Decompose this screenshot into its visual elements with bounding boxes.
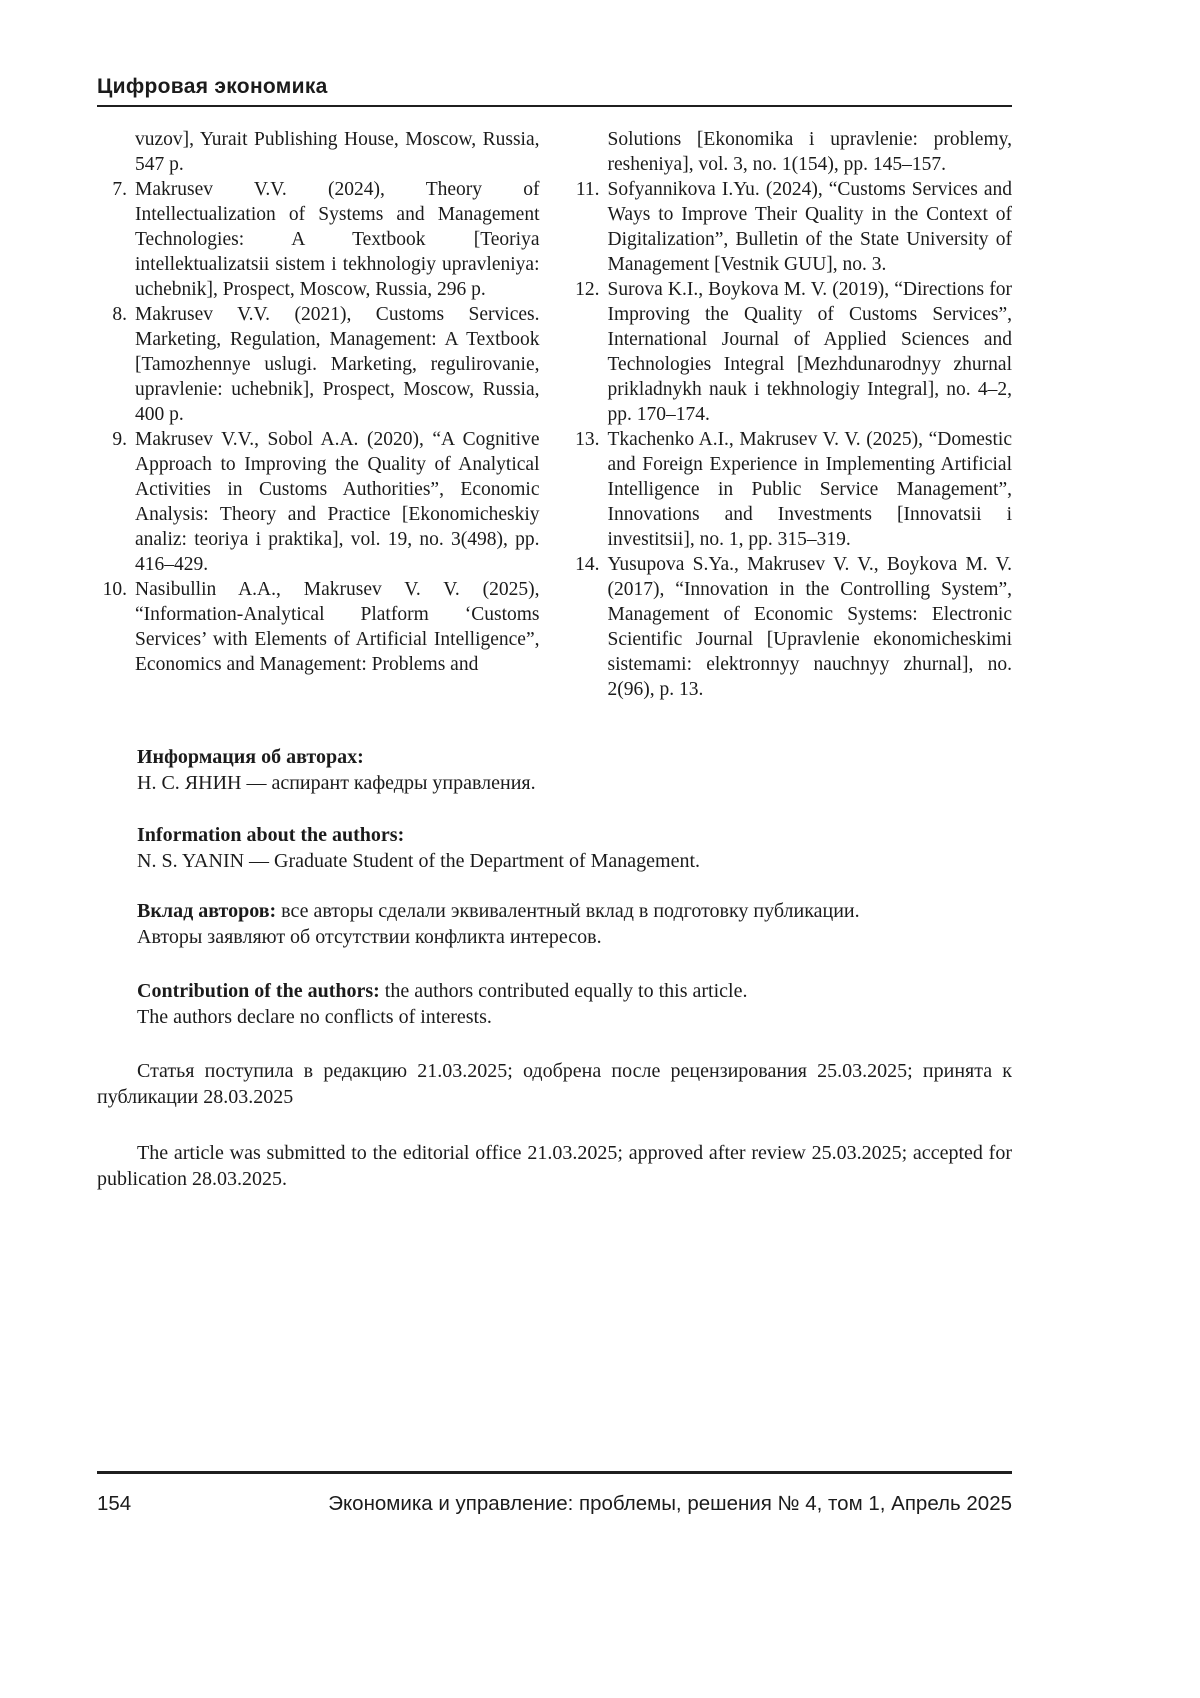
reference-number: 13. bbox=[575, 429, 600, 450]
authors-info-ru-text: Н. С. ЯНИН — аспирант кафедры управления. bbox=[137, 772, 536, 794]
reference-item bbox=[97, 302, 540, 427]
contribution-en-line2: The authors declare no conflicts of interests. bbox=[137, 1006, 492, 1028]
reference-text: vuzov], Yurait Publishing House, Moscow, Russia, 547 p. bbox=[135, 129, 540, 175]
contribution-ru-heading: Вклад авторов: bbox=[137, 900, 277, 922]
reference-item bbox=[570, 427, 1013, 552]
contribution-ru-line2: Авторы заявляют об отсутствии конфликта интересов. bbox=[137, 926, 602, 948]
authors-info-en-heading: Information about the authors: bbox=[137, 824, 405, 846]
authors-info-ru-heading: Информация об авторах: bbox=[137, 746, 364, 768]
contribution-ru-text: все авторы сделали эквивалентный вклад в подготовку публикации. bbox=[276, 900, 860, 922]
page-footer bbox=[97, 1471, 1012, 1516]
contribution-ru bbox=[97, 898, 1012, 950]
reference-item bbox=[97, 577, 540, 677]
authors-info-en bbox=[97, 822, 1012, 874]
reference-item bbox=[570, 552, 1013, 702]
page-content bbox=[97, 0, 1012, 1192]
footer-rule bbox=[97, 1471, 1012, 1474]
reference-text: Solutions [Ekonomika i upravlenie: problemy, resheniya], vol. 3, no. 1(154), pp. 145–157. bbox=[607, 129, 1012, 175]
reference-item bbox=[97, 127, 540, 177]
submission-dates-en: The article was submitted to the editorial office 21.03.2025; approved after review 25.03.2025; accepted for publication 28.03.2025. bbox=[97, 1142, 1012, 1190]
reference-number: 12. bbox=[575, 279, 600, 300]
journal-line: Экономика и управление: проблемы, решения № 4, том 1, Апрель 2025 bbox=[328, 1492, 1012, 1515]
reference-number: 7. bbox=[112, 179, 127, 200]
reference-text: Sofyannikova I.Yu. (2024), “Customs Services and Ways to Improve Their Quality in the Context of Digitalization”, Bulletin of the State University of Management [Vestnik GUU], no. 3. bbox=[607, 179, 1012, 275]
page-number: 154 bbox=[97, 1492, 132, 1515]
reference-item bbox=[570, 177, 1013, 277]
reference-text: Surova K.I., Boykova M. V. (2019), “Directions for Improving the Quality of Customs Services”, International Journal of Applied Sciences and Technologies Integral [Mezhdunarodnyy zhurnal prikladnykh nauk i tekhnologiy Integral], no. 4–2, pp. 170–174. bbox=[607, 279, 1012, 425]
contribution-en-text: the authors contributed equally to this article. bbox=[379, 980, 748, 1002]
reference-item bbox=[570, 127, 1013, 177]
references-section bbox=[97, 127, 1012, 702]
references-right-column bbox=[570, 127, 1013, 702]
reference-item bbox=[97, 427, 540, 577]
header-rule bbox=[97, 105, 1012, 107]
contribution-en-heading: Contribution of the authors: bbox=[137, 980, 380, 1002]
reference-text: Nasibullin A.A., Makrusev V. V. (2025), “Information-Analytical Platform ‘Customs Services’ with Elements of Artificial Intelligence”, Economics and Management: Problems and bbox=[135, 579, 540, 675]
reference-text: Makrusev V.V., Sobol A.A. (2020), “A Cognitive Approach to Improving the Quality of Analytical Activities in Customs Authorities”, Economic Analysis: Theory and Practice [Ekonomicheskiy analiz: teoriya i praktika], vol. 19, no. 3(498), pp. 416–429. bbox=[135, 429, 540, 575]
reference-number: 10. bbox=[102, 579, 127, 600]
running-head: Цифровая экономика bbox=[97, 75, 328, 98]
reference-text: Tkachenko A.I., Makrusev V. V. (2025), “Domestic and Foreign Experience in Implementing Artificial Intelligence in Public Service Management”, Innovations and Investments [Innovatsii i investitsii], no. 1, pp. 315–319. bbox=[607, 429, 1012, 550]
reference-text: Yusupova S.Ya., Makrusev V. V., Boykova M. V. (2017), “Innovation in the Controlling System”, Management of Economic Systems: Electronic Scientific Journal [Upravlenie ekonomicheskimi sistemami: elektronnyy nauchnyy zhurnal], no. 2(96), p. 13. bbox=[607, 554, 1012, 700]
references-left-column bbox=[97, 127, 540, 702]
reference-item bbox=[570, 277, 1013, 427]
reference-text: Makrusev V.V. (2021), Customs Services. Marketing, Regulation, Management: A Textbook [Tamozhennye uslugi. Marketing, regulirovanie, upravlenie: uchebnik], Prospect, Moscow, Russia, 400 p. bbox=[135, 304, 540, 425]
reference-number: 8. bbox=[112, 304, 127, 325]
authors-info-en-text: N. S. YANIN — Graduate Student of the Department of Management. bbox=[137, 850, 701, 872]
contribution-en bbox=[97, 978, 1012, 1030]
reference-text: Makrusev V.V. (2024), Theory of Intellectualization of Systems and Management Technologies: A Textbook [Teoriya intellektualizatsii sistem i tekhnologiy upravleniya: uchebnik], Prospect, Moscow, Russia, 296 p. bbox=[135, 179, 540, 300]
reference-item bbox=[97, 177, 540, 302]
reference-number: 9. bbox=[112, 429, 127, 450]
reference-number: 11. bbox=[575, 179, 600, 200]
reference-number: 14. bbox=[575, 554, 600, 575]
submission-dates-ru: Статья поступила в редакцию 21.03.2025; одобрена после рецензирования 25.03.2025; принята к публикации 28.03.2025 bbox=[97, 1060, 1012, 1108]
authors-info-ru bbox=[97, 744, 1012, 796]
